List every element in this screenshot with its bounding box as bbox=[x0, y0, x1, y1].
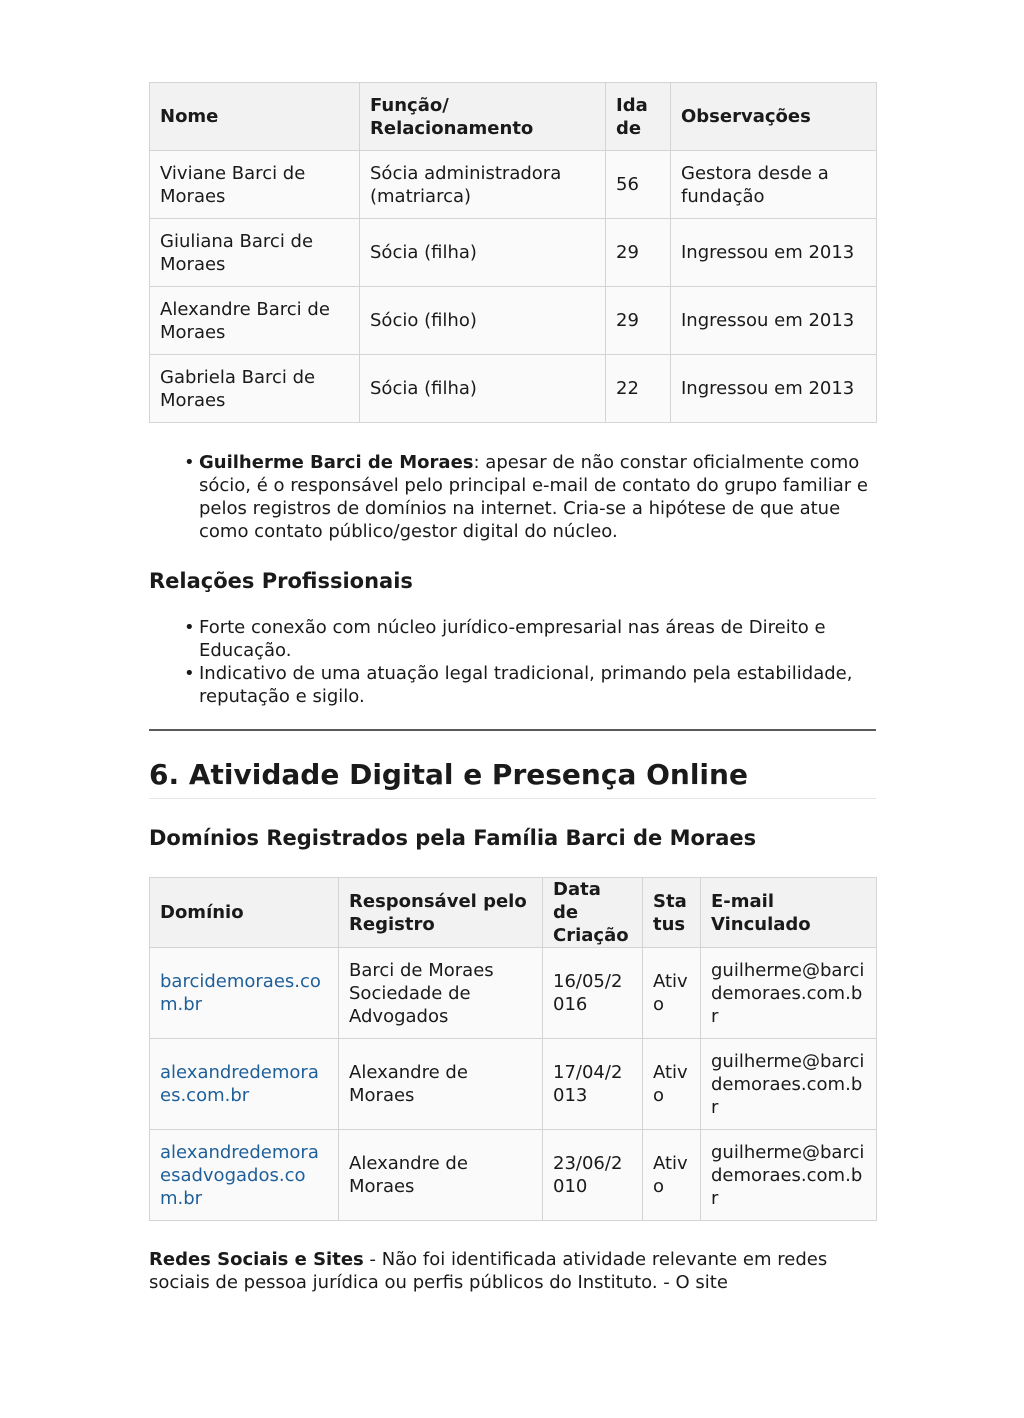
cell-responsavel: Alexandre de Moraes bbox=[339, 1130, 543, 1221]
domains-table bbox=[149, 877, 877, 1221]
note-person-name: Guilherme Barci de Moraes bbox=[199, 452, 474, 473]
header-responsavel: Responsável pelo Registro bbox=[339, 878, 543, 948]
table-row bbox=[150, 948, 877, 1039]
cell-observacoes: Gestora desde a fundação bbox=[671, 151, 877, 219]
note-text: : apesar de não constar oficialmente como sócio, é o responsável pelo principal e-mail de contato do grupo familiar e pelos registros de domínios na internet. Cria-se a hipótese de que atue como contato público/gestor digital do núcleo. bbox=[199, 452, 868, 542]
cell-nome: Alexandre Barci de Moraes bbox=[150, 287, 360, 355]
list-item bbox=[199, 451, 876, 543]
header-idade: Idade bbox=[606, 83, 671, 151]
cell-dominio bbox=[150, 948, 339, 1039]
header-funcao bbox=[360, 83, 606, 151]
header-nome: Nome bbox=[150, 83, 360, 151]
header-data: Data de Criação bbox=[543, 878, 643, 948]
cell-dominio bbox=[150, 1130, 339, 1221]
domain-link[interactable]: alexandredemoraesadvogados.com.br bbox=[160, 1141, 319, 1209]
cell-dominio bbox=[150, 1039, 339, 1130]
header-observacoes: Observações bbox=[671, 83, 877, 151]
table-header-row bbox=[150, 83, 877, 151]
cell-email: guilherme@barcidemoraes.com.br bbox=[701, 1130, 877, 1221]
cell-funcao: Sócia (filha) bbox=[360, 219, 606, 287]
domain-link[interactable]: barcidemoraes.com.br bbox=[160, 971, 321, 1015]
cell-nome: Giuliana Barci de Moraes bbox=[150, 219, 360, 287]
cell-funcao: Sócio (filho) bbox=[360, 287, 606, 355]
family-members-table bbox=[149, 82, 877, 423]
title-underline bbox=[149, 798, 876, 799]
cell-observacoes: Ingressou em 2013 bbox=[671, 219, 877, 287]
social-text: - Não foi identificada atividade relevante em redes sociais de pessoa jurídica ou perfis públicos do Instituto. - O site bbox=[149, 1249, 828, 1293]
table-row bbox=[150, 287, 877, 355]
cell-idade: 29 bbox=[606, 219, 671, 287]
relations-heading: Relações Profissionais bbox=[149, 569, 413, 593]
list-item: • Indicativo de uma atuação legal tradicional, primando pela estabilidade, reputação e sigilo. bbox=[199, 662, 876, 708]
relations-list bbox=[149, 616, 876, 708]
domain-link[interactable]: alexandredemoraes.com.br bbox=[160, 1062, 319, 1106]
document-page bbox=[149, 82, 876, 1294]
table-row bbox=[150, 1039, 877, 1130]
list-item: • Forte conexão com núcleo jurídico-empresarial nas áreas de Direito e Educação. bbox=[199, 616, 876, 662]
cell-observacoes: Ingressou em 2013 bbox=[671, 287, 877, 355]
section-divider bbox=[149, 729, 876, 731]
domains-subtitle: Domínios Registrados pela Família Barci de Moraes bbox=[149, 826, 757, 850]
note-list bbox=[149, 451, 876, 543]
table-row bbox=[150, 151, 877, 219]
header-email: E-mail Vinculado bbox=[701, 878, 877, 948]
cell-data: 17/04/2013 bbox=[543, 1039, 643, 1130]
cell-responsavel: Barci de Moraes Sociedade de Advogados bbox=[339, 948, 543, 1039]
cell-funcao: Sócia administradora (matriarca) bbox=[360, 151, 606, 219]
cell-responsavel: Alexandre de Moraes bbox=[339, 1039, 543, 1130]
header-status: Status bbox=[643, 878, 701, 948]
table-row bbox=[150, 355, 877, 423]
cell-status: Ativo bbox=[643, 1039, 701, 1130]
cell-status: Ativo bbox=[643, 948, 701, 1039]
cell-idade: 56 bbox=[606, 151, 671, 219]
cell-nome: Viviane Barci de Moraes bbox=[150, 151, 360, 219]
cell-observacoes: Ingressou em 2013 bbox=[671, 355, 877, 423]
social-label: Redes Sociais e Sites bbox=[149, 1249, 364, 1270]
table-header-row bbox=[150, 878, 877, 948]
cell-idade: 29 bbox=[606, 287, 671, 355]
cell-idade: 22 bbox=[606, 355, 671, 423]
header-dominio: Domínio bbox=[150, 878, 339, 948]
section-6-title: 6. Atividade Digital e Presença Online bbox=[149, 758, 748, 791]
social-paragraph bbox=[149, 1248, 876, 1294]
cell-data: 23/06/2010 bbox=[543, 1130, 643, 1221]
cell-email: guilherme@barcidemoraes.com.br bbox=[701, 948, 877, 1039]
header-funcao-label: Função/ Relacionamento bbox=[370, 94, 534, 139]
cell-nome: Gabriela Barci de Moraes bbox=[150, 355, 360, 423]
table-row bbox=[150, 219, 877, 287]
cell-data: 16/05/2016 bbox=[543, 948, 643, 1039]
cell-email: guilherme@barcidemoraes.com.br bbox=[701, 1039, 877, 1130]
table-row bbox=[150, 1130, 877, 1221]
cell-funcao: Sócia (filha) bbox=[360, 355, 606, 423]
cell-status: Ativo bbox=[643, 1130, 701, 1221]
